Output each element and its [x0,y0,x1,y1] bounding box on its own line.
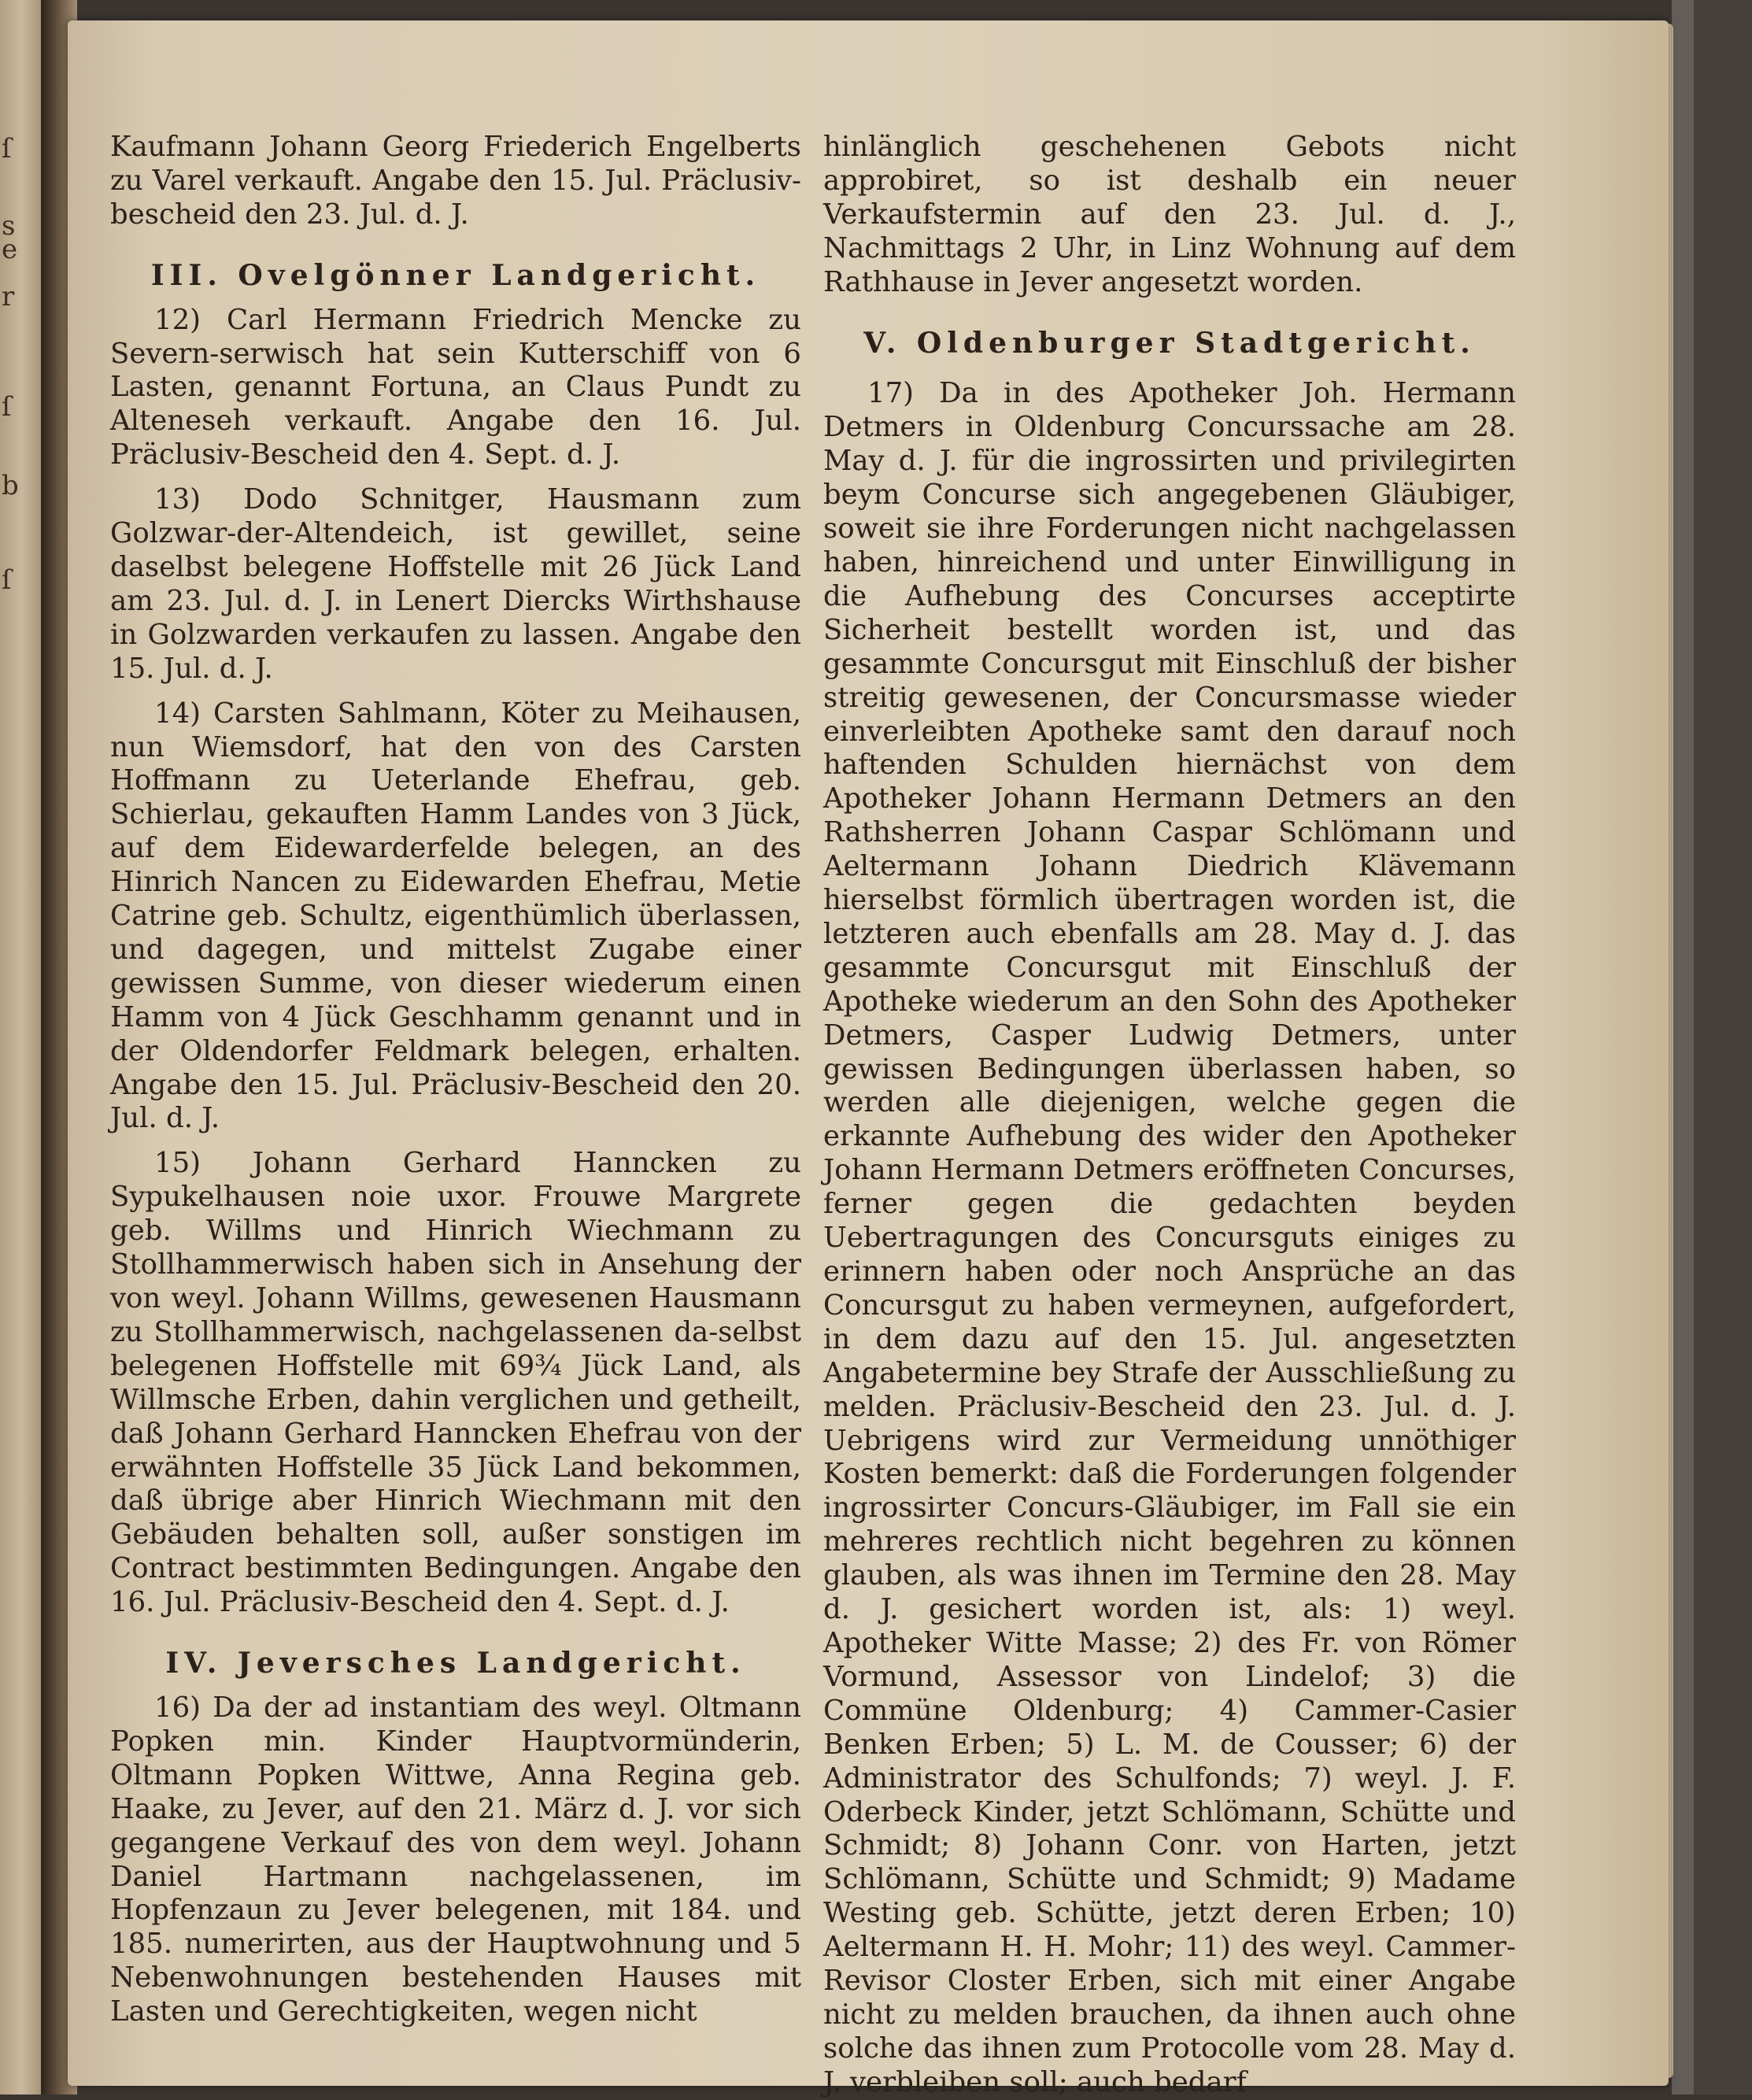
facing-page-mark: r [2,281,15,312]
paragraph: 13) Dodo Schnitger, Hausmann zum Golzwar-der-Altendeich, ist gewillet, seine daselbst belegene Hoffstelle mit 26 Jück Land am 23. Jul. d. J. in Lenert Diercks Wirthshause in Golzwarden verkaufen zu lassen. Angabe den 15. Jul. d. J. [110,483,801,685]
left-column [110,131,801,2029]
facing-page-mark: ſ [2,391,12,423]
facing-page-mark: s [2,210,16,242]
paragraph: 16) Da der ad instantiam des weyl. Oltmann Popken min. Kinder Hauptvormünderin, Oltmann Popken Wittwe, Anna Regina geb. Haake, zu Jever, auf den 21. März d. J. vor sich gegangene Verkauf des von dem weyl. Johann Daniel Hartmann nachgelassenen, im Hopfenzaun zu Jever belegenen, mit 184. und 185. numerirten, aus der Hauptwohnung und 5 Nebenwohnungen bestehenden Hauses mit Lasten und Gerechtigkeiten, wegen nicht [110,1691,801,2028]
facing-page-mark: ſ [2,133,12,165]
facing-page-mark: b [2,470,19,501]
paragraph: 12) Carl Hermann Friedrich Mencke zu Severn-serwisch hat sein Kutterschiff von 6 Lasten, genannt Fortuna, an Claus Pundt zu Alteneseh verkauft. Angabe den 16. Jul. Präclusiv-Bescheid den 4. Sept. d. J. [110,303,801,471]
right-column [823,131,1516,2100]
facing-page-mark: ſ [2,564,12,596]
paragraph: 17) Da in des Apotheker Joh. Hermann Detmers in Oldenburg Concurssache am 28. May d. J. für die ingrossirten und privilegirten beym Concurse sich angegebenen Gläubiger, soweit sie ihre Forderungen nicht nachgelassen haben, hinreichend und unter Einwilligung in die Aufhebung des Concurses acceptirte Sicherheit bestellt worden ist, und das gesammte Concursgut mit Einschluß der bisher streitig gewesenen, der Concursmasse wieder einverleibten Apotheke samt den darauf noch haftenden Schulden hiernächst von dem Apotheker Johann Hermann Detmers an den Rathsherren Johann Caspar Schlömann und Aeltermann Johann Diedrich Klävemann hierselbst förmlich übertragen worden ist, die letzteren auch ebenfalls am 28. May d. J. das gesammte Concursgut mit Einschluß der Apotheke wiederum an den Sohn des Apotheker Detmers, Casper Ludwig Detmers, unter gewissen Bedingungen überlassen haben, so werden alle diejenigen, welche gegen die erkannte Aufhebung des wider den Apotheker Johann Hermann Detmers eröffneten Concurses, ferner gegen die gedachten beyden Uebertragungen des Concursguts einiges zu erinnern haben oder noch Ansprüche an das Concursgut zu haben vermeynen, aufgefordert, in dem dazu auf den 15. Jul. angesetzten Angabetermine bey Strafe der Ausschließung zu melden. Präclusiv-Bescheid den 23. Jul. d. J. Uebrigens wird zur Vermeidung unnöthiger Kosten bemerkt: daß die Forderungen folgender ingrossirter Concurs-Gläubiger, im Fall sie ein mehreres rechtlich nicht begehren zu können glauben, als was ihnen im Termine den 28. May d. J. gesichert worden ist, als: 1) weyl. Apotheker Witte Masse; 2) des Fr. von Römer Vormund, Assessor von Lindelof; 3) die Commüne Oldenburg; 4) Cammer-Casier Benken Erben; 5) L. M. de Cousser; 6) der Administrator des Schulfonds; 7) weyl. J. F. Oderbeck Kinder, jetzt Schlömann, Schütte und Schmidt; 8) Johann Conr. von Harten, jetzt Schlömann, Schütte und Schmidt; 9) Madame Westing geb. Schütte, jetzt deren Erben; 10) Aeltermann H. H. Mohr; 11) des weyl. Cammer-Revisor Closter Erben, sich mit einer Angabe nicht zu melden brauchen, da ihnen auch ohne solche das ihnen zum Protocolle vom 28. May d. J. verbleiben soll; auch bedarf [823,377,1517,2098]
paragraph: Kaufmann Johann Georg Friederich Engelberts zu Varel verkauft. Angabe den 15. Jul. Präclusiv-bescheid den 23. Jul. d. J. [110,131,801,231]
section-heading: IV. Jeversches Landgericht. [165,1647,746,1680]
paragraph: hinlänglich geschehenen Gebots nicht approbiret, so ist deshalb ein neuer Verkaufstermin auf den 23. Jul. d. J., Nachmittags 2 Uhr, in Linz Wohnung auf dem Rathhause in Jever angesetzt worden. [823,131,1516,298]
scanner-edge [1672,0,1694,2094]
paragraph: 14) Carsten Sahlmann, Köter zu Meihausen, nun Wiemsdorf, hat den von des Carsten Hoffmann zu Ueterlande Ehefrau, geb. Schierlau, gekauften Hamm Landes von 3 Jück, auf dem Eidewarderfelde belegen, an des Hinrich Nancen zu Eidewarden Ehefrau, Metie Catrine geb. Schultz, eigenthümlich überlassen, und dagegen, und mittelst Zugabe einer gewissen Summe, von dieser wiederum einen Hamm von 4 Jück Geschhamm genannt und in der Oldendorfer Feldmark belegen, erhalten. Angabe den 15. Jul. Präclusiv-Bescheid den 20. Jul. d. J. [110,697,801,1135]
paragraph: 15) Johann Gerhard Hanncken zu Sypukelhausen noie uxor. Frouwe Margrete geb. Willms und Hinrich Wiechmann zu Stollhammerwisch haben sich in Ansehung der von weyl. Johann Willms, gewesenen Hausmann zu Stollhammerwisch, nachgelassenen da-selbst belegenen Hoffstelle mit 69¾ Jück Land, als Willmsche Erben, dahin verglichen und getheilt, daß Johann Gerhard Hanncken Ehefrau von der erwähnten Hoffstelle 35 Jück Land bekommen, daß übrige aber Hinrich Wiechmann mit den Gebäuden behalten soll, außer sonstigen im Contract bestimmten Bedingungen. Angabe den 16. Jul. Präclusiv-Bescheid den 4. Sept. d. J. [110,1147,801,1619]
section-heading: V. Oldenburger Stadtgericht. [863,326,1476,360]
facing-page-mark: e [2,234,18,265]
section-heading: III. Ovelgönner Landgericht. [150,258,761,292]
